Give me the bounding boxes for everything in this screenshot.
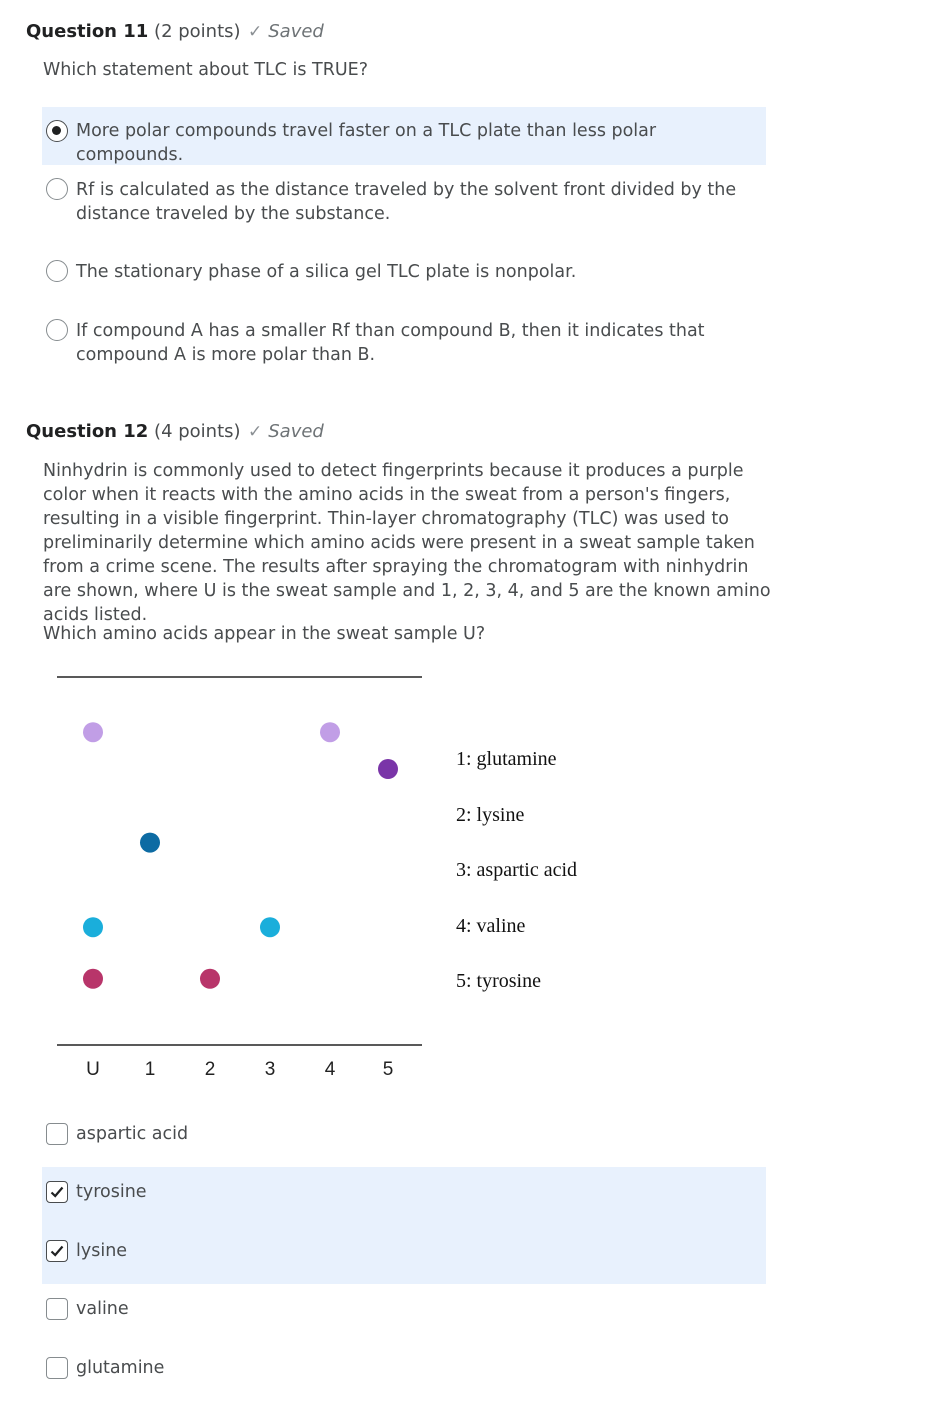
option-label: If compound A has a smaller Rf than compound B, then it indicates that compound A is more polar than B. — [76, 321, 705, 365]
radio-selected-dot — [52, 126, 61, 135]
q11-option-2[interactable] — [42, 166, 766, 238]
question-11-header — [26, 21, 241, 42]
checkmark-icon: ✓ — [248, 22, 263, 42]
checkbox[interactable] — [46, 1240, 68, 1262]
saved-label: Saved — [268, 21, 324, 42]
legend-item-1: 1: glutamine — [456, 748, 557, 770]
q11-option-3[interactable] — [42, 248, 766, 296]
option-label: Rf is calculated as the distance traveled by the solvent front divided by the distance traveled by the substance. — [76, 180, 737, 224]
question-11-stem: Which statement about TLC is TRUE? — [43, 60, 369, 80]
tlc-spot-lane-2-4 — [200, 969, 220, 989]
saved-label: Saved — [268, 421, 324, 442]
question-12-title: Question 12 — [26, 421, 149, 442]
checkbox[interactable] — [46, 1298, 68, 1320]
check-icon — [49, 1243, 65, 1259]
q12-option-5[interactable] — [42, 1344, 766, 1392]
option-label: More polar compounds travel faster on a TLC plate than less polar compounds. — [76, 121, 657, 165]
tlc-spot-lane-5-7 — [378, 759, 398, 779]
option-label: The stationary phase of a silica gel TLC plate is nonpolar. — [76, 262, 577, 282]
tlc-spot-lane-1-3 — [140, 833, 160, 853]
lane-label-3: 3 — [264, 1059, 276, 1080]
tlc-spot-lane-U-0 — [83, 722, 103, 742]
question-12-prompt: Which amino acids appear in the sweat sample U? — [43, 624, 486, 644]
legend-item-5: 5: tyrosine — [456, 970, 541, 992]
lane-label-4: 4 — [324, 1059, 336, 1080]
tlc-spot-lane-4-6 — [320, 722, 340, 742]
radio-button[interactable] — [46, 260, 68, 282]
question-12-points: (4 points) — [154, 421, 241, 442]
question-11-points: (2 points) — [154, 21, 241, 42]
q11-option-1[interactable] — [42, 107, 766, 165]
q12-option-4[interactable] — [42, 1285, 766, 1333]
tlc-chromatogram-figure — [0, 660, 946, 1090]
radio-button[interactable] — [46, 178, 68, 200]
radio-button[interactable] — [46, 319, 68, 341]
question-12-header — [26, 421, 241, 442]
q12-option-1[interactable] — [42, 1110, 766, 1158]
tlc-spot-lane-U-2 — [83, 969, 103, 989]
lane-label-1: 1 — [144, 1059, 156, 1080]
option-label: lysine — [76, 1241, 128, 1261]
question-12-stem: Ninhydrin is commonly used to detect fingerprints because it produces a purple color when it reacts with the amino acids in the sweat from a person's fingers, resulting in a visible fingerprint. Thin-layer chromatography (TLC) was used to preliminarily determine which amino acids were present in a sweat sample taken from a crime scene. The results after spraying the chromatogram with ninhydrin are shown, where U is the sweat sample and 1, 2, 3, 4, and 5 are the known amino acids listed. — [43, 461, 771, 625]
tlc-spot-lane-3-5 — [260, 917, 280, 937]
checkmark-icon: ✓ — [248, 422, 263, 442]
option-label: tyrosine — [76, 1182, 147, 1202]
q12-option-3[interactable] — [42, 1226, 766, 1284]
lane-label-2: 2 — [204, 1059, 216, 1080]
radio-button[interactable] — [46, 120, 68, 142]
lane-label-U: U — [86, 1059, 100, 1080]
question-12-saved-status — [248, 421, 324, 442]
q12-option-2[interactable] — [42, 1167, 766, 1226]
checkbox[interactable] — [46, 1357, 68, 1379]
question-11-saved-status — [248, 21, 324, 42]
option-label: aspartic acid — [76, 1124, 189, 1144]
check-icon — [49, 1184, 65, 1200]
legend-item-4: 4: valine — [456, 915, 526, 937]
checkbox[interactable] — [46, 1181, 68, 1203]
legend-item-3: 3: aspartic acid — [456, 859, 578, 881]
option-label: glutamine — [76, 1358, 165, 1378]
q11-option-4[interactable] — [42, 307, 766, 379]
question-11-title: Question 11 — [26, 21, 149, 42]
checkbox[interactable] — [46, 1123, 68, 1145]
tlc-spot-lane-U-1 — [83, 917, 103, 937]
option-label: valine — [76, 1299, 129, 1319]
legend-item-2: 2: lysine — [456, 804, 525, 826]
lane-label-5: 5 — [382, 1059, 394, 1080]
